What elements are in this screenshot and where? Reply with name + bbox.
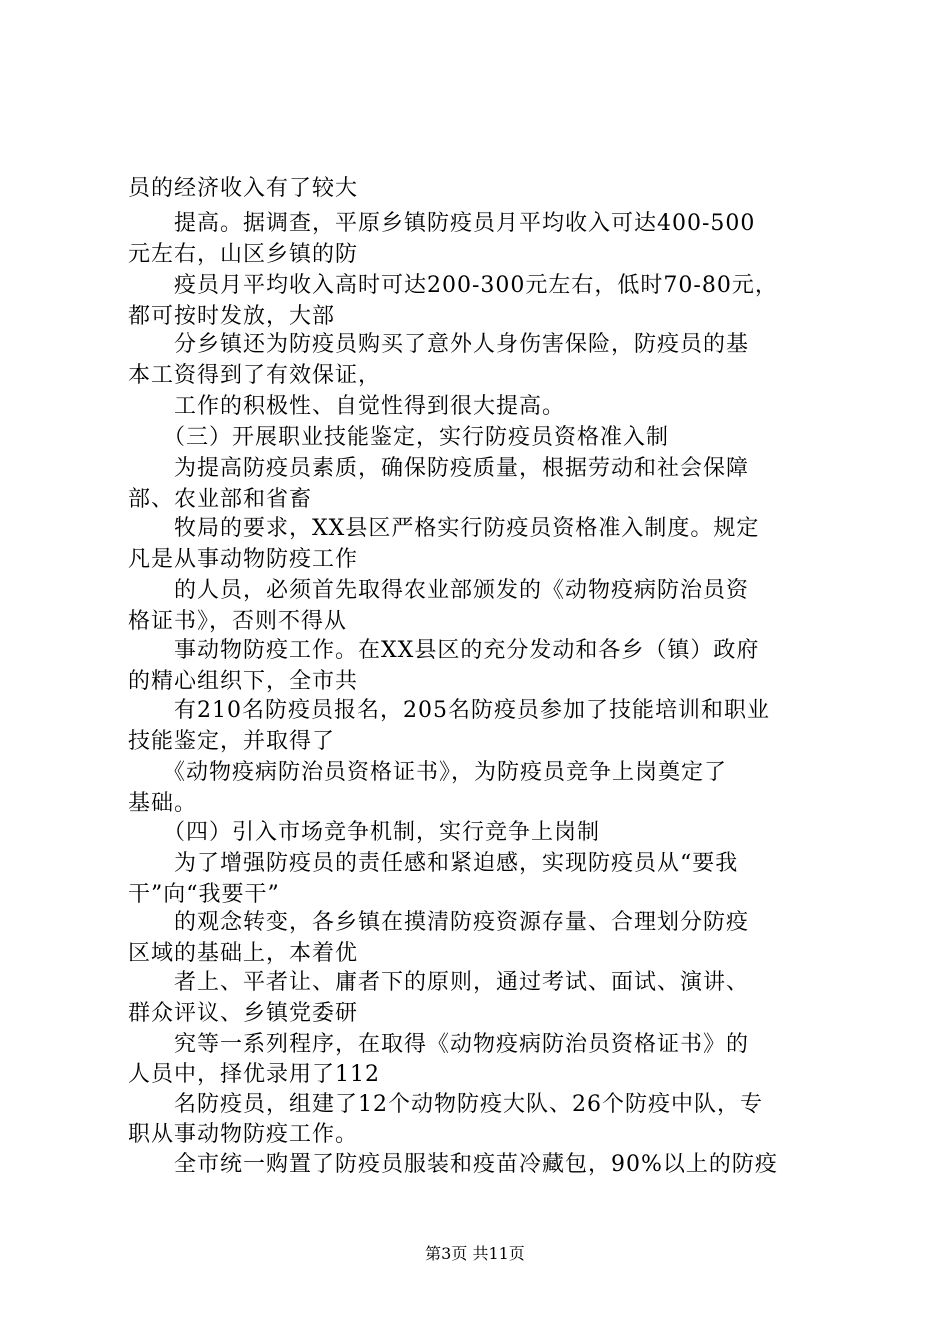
page-number-footer: 第3页 共11页 bbox=[425, 1244, 525, 1263]
text-line: 群众评议、乡镇党委研 bbox=[128, 1001, 359, 1026]
text-line: 《动物疫病防治员资格证书》，为防疫员竞争上岗奠定了 bbox=[128, 760, 728, 785]
text-line: 的人员，必须首先取得农业部颁发的《动物疫病防治员资 bbox=[128, 578, 750, 603]
text-line: 凡是从事动物防疫工作 bbox=[128, 547, 359, 572]
text-line: 事动物防疫工作。在XX县区的充分发动和各乡（镇）政府 bbox=[128, 638, 760, 663]
text-line: 基础。 bbox=[128, 791, 198, 816]
section-heading: （四）引入市场竞争机制，实行竞争上岗制 bbox=[128, 820, 601, 845]
text-line: 疫员月平均收入高时可达200-300元左右，低时70-80元， bbox=[128, 273, 778, 298]
text-line: 的精心组织下，全市共 bbox=[128, 669, 359, 694]
text-line: 为提高防疫员素质，确保防疫质量，根据劳动和社会保障 bbox=[128, 456, 750, 481]
text-line: 本工资得到了有效保证， bbox=[128, 363, 382, 388]
text-line: 有210名防疫员报名，205名防疫员参加了技能培训和职业 bbox=[128, 698, 770, 723]
text-line: 的观念转变，各乡镇在摸清防疫资源存量、合理划分防疫 bbox=[128, 910, 750, 935]
text-line: 牧局的要求，XX县区严格实行防疫员资格准入制度。规定 bbox=[128, 516, 760, 541]
text-line: 技能鉴定，并取得了 bbox=[128, 729, 336, 754]
text-line: 部、农业部和省畜 bbox=[128, 487, 313, 512]
text-line: 提高。据调查，平原乡镇防疫员月平均收入可达400-500 bbox=[128, 211, 756, 236]
text-line: 者上、平者让、庸者下的原则，通过考试、面试、演讲、 bbox=[128, 970, 750, 995]
text-line: 职从事动物防疫工作。 bbox=[128, 1122, 359, 1147]
text-line: 名防疫员，组建了12个动物防疫大队、26个防疫中队，专 bbox=[128, 1092, 763, 1117]
text-line: 工作的积极性、自觉性得到很大提高。 bbox=[128, 394, 566, 419]
text-line: 员的经济收入有了较大 bbox=[128, 176, 359, 201]
text-line: 全市统一购置了防疫员服装和疫苗冷藏包，90%以上的防疫 bbox=[128, 1152, 778, 1177]
text-line: 格证书》，否则不得从 bbox=[128, 609, 348, 634]
section-heading: （三）开展职业技能鉴定，实行防疫员资格准入制 bbox=[128, 425, 670, 450]
text-line: 元左右，山区乡镇的防 bbox=[128, 242, 359, 267]
text-line: 分乡镇还为防疫员购买了意外人身伤害保险，防疫员的基 bbox=[128, 332, 750, 357]
text-line: 人员中，择优录用了112 bbox=[128, 1062, 380, 1087]
text-line: 区域的基础上，本着优 bbox=[128, 941, 359, 966]
text-line: 为了增强防疫员的责任感和紧迫感，实现防疫员从“要我 bbox=[128, 851, 739, 876]
text-line: 究等一系列程序，在取得《动物疫病防治员资格证书》的 bbox=[128, 1032, 750, 1057]
text-line: 干”向“我要干” bbox=[128, 882, 280, 907]
text-line: 都可按时发放，大部 bbox=[128, 304, 336, 329]
